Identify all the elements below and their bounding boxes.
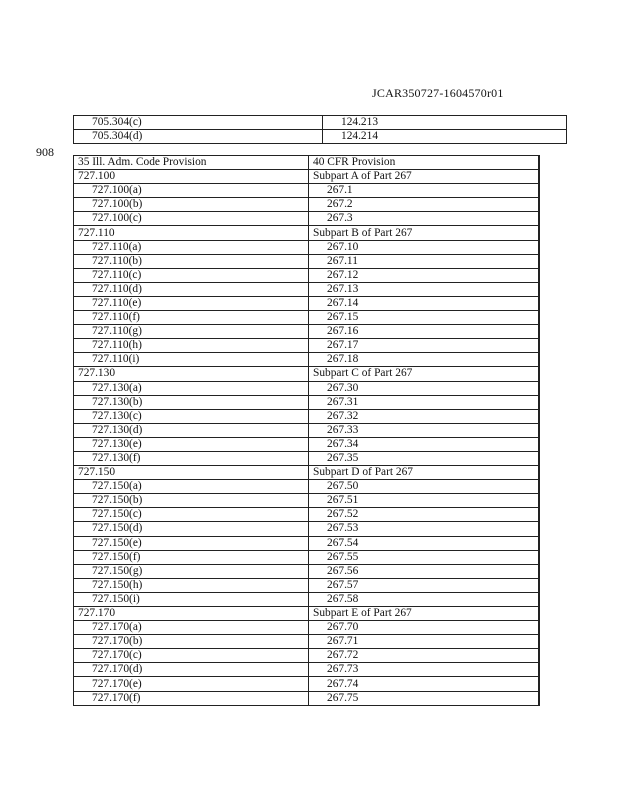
- cfr-provision-cell: 267.34: [309, 437, 540, 451]
- cfr-provision-cell: 267.55: [309, 550, 540, 564]
- cfr-provision-cell: 267.53: [309, 522, 540, 536]
- il-provision-cell: 727.100: [74, 170, 309, 184]
- table-row: [74, 592, 540, 606]
- cfr-provision-cell: 267.30: [309, 381, 540, 395]
- cfr-provision-cell: 267.56: [309, 564, 540, 578]
- table-row: [74, 663, 540, 677]
- table-row: [74, 130, 567, 144]
- table-row: [74, 550, 540, 564]
- cfr-provision-cell: 267.51: [309, 494, 540, 508]
- table-row: [74, 170, 540, 184]
- cfr-provision-cell: 267.18: [309, 353, 540, 367]
- il-provision-cell: 727.130(f): [74, 451, 309, 465]
- cfr-provision-cell: Subpart A of Part 267: [309, 170, 540, 184]
- cfr-provision-cell: 267.33: [309, 423, 540, 437]
- table-row: [74, 226, 540, 240]
- table-row: [74, 116, 567, 130]
- table-row: [74, 409, 540, 423]
- cfr-provision-cell: 267.3: [309, 212, 540, 226]
- table-row: [74, 184, 540, 198]
- cfr-provision-cell: 267.54: [309, 536, 540, 550]
- il-provision-cell: 727.170(c): [74, 649, 309, 663]
- il-provision-cell: 727.130(e): [74, 437, 309, 451]
- cfr-provision-cell: 267.10: [309, 240, 540, 254]
- table-row: [74, 367, 540, 381]
- document-id: JCAR350727-1604570r01: [372, 86, 504, 100]
- cfr-provision-cell: 267.35: [309, 451, 540, 465]
- table-row: [74, 437, 540, 451]
- cfr-provision-cell: 267.75: [309, 691, 540, 705]
- line-number: 908: [36, 145, 54, 159]
- il-provision-cell: 727.110(a): [74, 240, 309, 254]
- cfr-provision-cell: 267.52: [309, 508, 540, 522]
- table-row: [74, 564, 540, 578]
- table-row: [74, 282, 540, 296]
- il-provision-cell: 705.304(d): [74, 130, 323, 144]
- table-row: [74, 466, 540, 480]
- cfr-provision-cell: 267.1: [309, 184, 540, 198]
- il-provision-cell: 727.170(f): [74, 691, 309, 705]
- table-row: [74, 508, 540, 522]
- table-row: [74, 311, 540, 325]
- table-row: [74, 198, 540, 212]
- il-provision-cell: 727.170: [74, 607, 309, 621]
- table-row: [74, 494, 540, 508]
- cfr-provision-cell: Subpart E of Part 267: [309, 607, 540, 621]
- table-row: [74, 607, 540, 621]
- cfr-provision-cell: 267.74: [309, 677, 540, 691]
- table-row: [74, 480, 540, 494]
- il-provision-cell: 727.150(i): [74, 592, 309, 606]
- continuation-table: [73, 115, 567, 144]
- table-row: [74, 339, 540, 353]
- provision-cross-reference-table: [73, 155, 540, 706]
- il-provision-cell: 727.110(c): [74, 268, 309, 282]
- table-row: [74, 522, 540, 536]
- il-provision-cell: 727.110(i): [74, 353, 309, 367]
- cfr-provision-cell: 267.15: [309, 311, 540, 325]
- il-provision-cell: 727.100(a): [74, 184, 309, 198]
- table-row: [74, 691, 540, 705]
- table-header-row: [74, 156, 540, 170]
- il-provision-cell: 727.150(g): [74, 564, 309, 578]
- table-row: [74, 381, 540, 395]
- table-row: [74, 578, 540, 592]
- cfr-provision-cell: 267.11: [309, 254, 540, 268]
- cfr-provision-cell: Subpart C of Part 267: [309, 367, 540, 381]
- il-provision-cell: 727.130: [74, 367, 309, 381]
- table-row: [74, 353, 540, 367]
- table-row: [74, 677, 540, 691]
- table-row: [74, 536, 540, 550]
- il-provision-cell: 727.100(c): [74, 212, 309, 226]
- il-provision-cell: 727.150: [74, 466, 309, 480]
- cfr-provision-cell: 267.58: [309, 592, 540, 606]
- table-row: [74, 325, 540, 339]
- il-provision-cell: 727.110(e): [74, 296, 309, 310]
- table-row: [74, 240, 540, 254]
- il-provision-cell: 727.170(b): [74, 635, 309, 649]
- il-provision-cell: 727.170(a): [74, 621, 309, 635]
- cfr-provision-cell: 267.14: [309, 296, 540, 310]
- il-provision-cell: 727.130(a): [74, 381, 309, 395]
- il-provision-cell: 727.110(g): [74, 325, 309, 339]
- il-provision-cell: 727.150(b): [74, 494, 309, 508]
- il-provision-cell: 727.150(d): [74, 522, 309, 536]
- cfr-provision-cell: 267.16: [309, 325, 540, 339]
- il-provision-cell: 727.150(f): [74, 550, 309, 564]
- cfr-provision-cell: 267.71: [309, 635, 540, 649]
- il-provision-cell: 727.150(c): [74, 508, 309, 522]
- cfr-provision-cell: 267.12: [309, 268, 540, 282]
- cfr-provision-cell: 267.50: [309, 480, 540, 494]
- cfr-provision-cell: 267.73: [309, 663, 540, 677]
- il-provision-cell: 727.150(h): [74, 578, 309, 592]
- table-row: [74, 635, 540, 649]
- continuation-table-body: [74, 116, 567, 144]
- table-row: [74, 451, 540, 465]
- il-provision-cell: 727.110(f): [74, 311, 309, 325]
- provision-table-body: [74, 170, 540, 706]
- cfr-provision-cell: 267.32: [309, 409, 540, 423]
- cfr-provision-cell: 267.31: [309, 395, 540, 409]
- il-provision-cell: 727.110(h): [74, 339, 309, 353]
- il-provision-cell: 727.100(b): [74, 198, 309, 212]
- table-row: [74, 621, 540, 635]
- cfr-provision-cell: 267.2: [309, 198, 540, 212]
- il-provision-cell: 727.110: [74, 226, 309, 240]
- table-row: [74, 649, 540, 663]
- cfr-provision-cell: 267.17: [309, 339, 540, 353]
- il-provision-cell: 727.170(d): [74, 663, 309, 677]
- header-il-provision: 35 Ill. Adm. Code Provision: [74, 156, 309, 170]
- il-provision-cell: 727.130(c): [74, 409, 309, 423]
- il-provision-cell: 727.110(d): [74, 282, 309, 296]
- cfr-provision-cell: 267.13: [309, 282, 540, 296]
- il-provision-cell: 727.130(b): [74, 395, 309, 409]
- il-provision-cell: 727.150(a): [74, 480, 309, 494]
- table-row: [74, 423, 540, 437]
- il-provision-cell: 705.304(c): [74, 116, 323, 130]
- table-row: [74, 395, 540, 409]
- il-provision-cell: 727.110(b): [74, 254, 309, 268]
- cfr-provision-cell: Subpart D of Part 267: [309, 466, 540, 480]
- table-row: [74, 254, 540, 268]
- cfr-provision-cell: 124.214: [323, 130, 567, 144]
- cfr-provision-cell: 267.72: [309, 649, 540, 663]
- il-provision-cell: 727.150(e): [74, 536, 309, 550]
- table-row: [74, 212, 540, 226]
- cfr-provision-cell: Subpart B of Part 267: [309, 226, 540, 240]
- cfr-provision-cell: 267.70: [309, 621, 540, 635]
- header-cfr-provision: 40 CFR Provision: [309, 156, 540, 170]
- il-provision-cell: 727.130(d): [74, 423, 309, 437]
- cfr-provision-cell: 124.213: [323, 116, 567, 130]
- il-provision-cell: 727.170(e): [74, 677, 309, 691]
- table-row: [74, 268, 540, 282]
- cfr-provision-cell: 267.57: [309, 578, 540, 592]
- table-row: [74, 296, 540, 310]
